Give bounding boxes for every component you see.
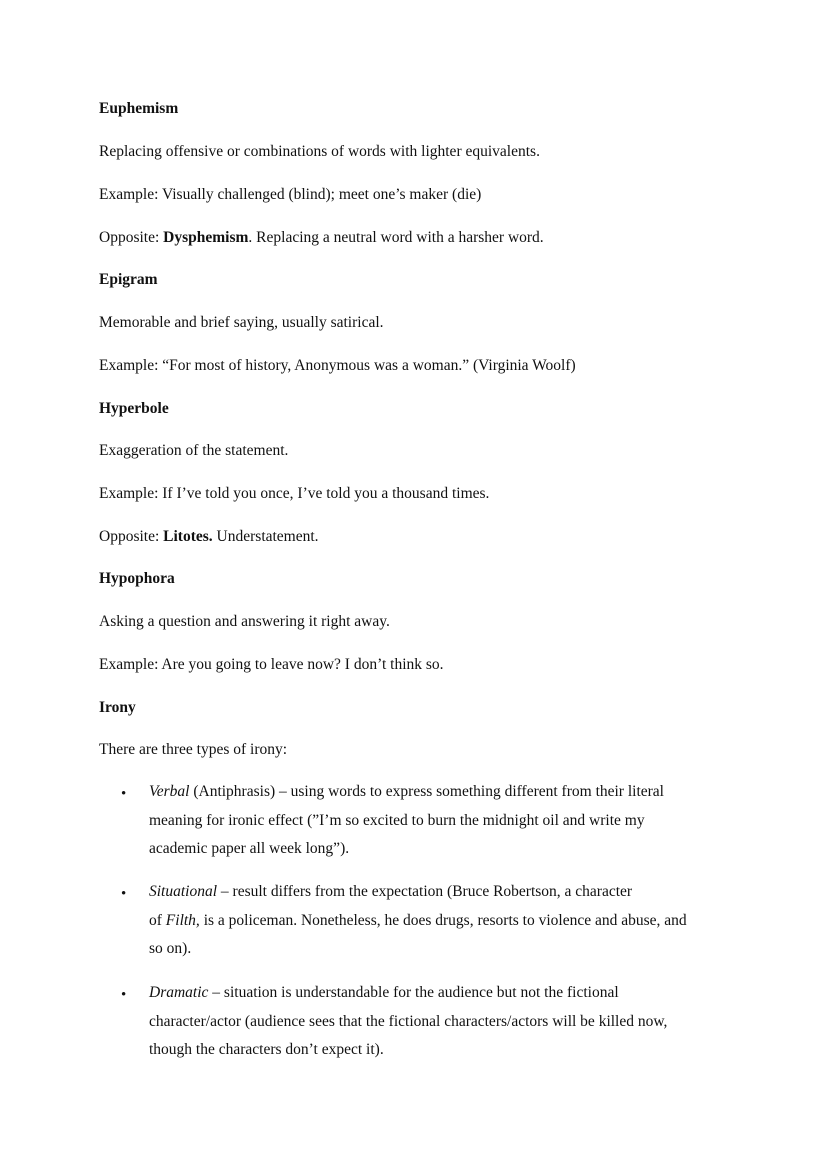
- heading-epigram: Epigram: [99, 271, 158, 288]
- opposite-term-dysphemism: Dysphemism: [163, 229, 249, 246]
- example-hypophora: Example: Are you going to leave now? I don’t think so.: [99, 656, 444, 673]
- heading-irony: Irony: [99, 699, 136, 716]
- opposite-term-litotes: Litotes.: [163, 528, 213, 545]
- list-item-text: – situation is understandable for the audience but not the fictional: [208, 984, 619, 1001]
- bullet-marker: •: [121, 786, 127, 802]
- list-item-line: academic paper all week long”).: [149, 840, 350, 857]
- definition-hyperbole: Exaggeration of the statement.: [99, 442, 289, 459]
- list-item-text: (Antiphrasis) – using words to express something different from their literal: [189, 783, 664, 800]
- list-item-line: [149, 907, 749, 936]
- heading-hypophora: Hypophora: [99, 570, 175, 587]
- list-item-situational: [149, 878, 749, 964]
- term-dramatic: Dramatic: [149, 984, 209, 1001]
- bullet-marker: •: [121, 987, 127, 1003]
- definition-euphemism: Replacing offensive or combinations of words with lighter equivalents.: [99, 143, 540, 160]
- opposite-rest: Understatement.: [212, 528, 319, 545]
- example-epigram: Example: “For most of history, Anonymous was a woman.” (Virginia Woolf): [99, 357, 576, 374]
- opposite-prefix: Opposite:: [99, 528, 164, 545]
- list-item-text: of: [149, 911, 166, 929]
- list-item-text: – result differs from the expectation (Bruce Robertson, a character: [217, 883, 633, 900]
- opposite-hyperbole: [99, 527, 319, 547]
- term-situational: Situational: [149, 883, 218, 900]
- list-item-line: [149, 778, 749, 807]
- bullet-marker: •: [121, 886, 127, 902]
- list-item-line: [149, 979, 749, 1008]
- example-euphemism: Example: Visually challenged (blind); meet one’s maker (die): [99, 186, 482, 203]
- list-item-line: so on).: [149, 940, 192, 957]
- list-item-verbal: [149, 778, 749, 864]
- term-verbal: Verbal: [149, 783, 190, 800]
- opposite-rest: . Replacing a neutral word with a harsher word.: [248, 229, 544, 246]
- term-filth: Filth,: [165, 911, 200, 929]
- definition-epigram: Memorable and brief saying, usually satirical.: [99, 314, 384, 331]
- list-item-line: though the characters don’t expect it).: [149, 1041, 384, 1058]
- list-item-line: character/actor (audience sees that the fictional characters/actors will be killed now,: [149, 1012, 668, 1030]
- opposite-prefix: Opposite:: [99, 229, 164, 246]
- list-item-line: meaning for ironic effect (”I’m so excited to burn the midnight oil and write my: [149, 811, 645, 829]
- opposite-euphemism: [99, 228, 544, 248]
- heading-euphemism: Euphemism: [99, 100, 179, 117]
- list-item-line: [149, 878, 749, 907]
- list-item-text: is a policeman. Nonetheless, he does drugs, resorts to violence and abuse, and: [199, 911, 687, 929]
- definition-hypophora: Asking a question and answering it right away.: [99, 613, 390, 630]
- heading-hyperbole: Hyperbole: [99, 400, 169, 417]
- definition-irony: There are three types of irony:: [99, 741, 288, 758]
- example-hyperbole: Example: If I’ve told you once, I’ve told you a thousand times.: [99, 485, 490, 502]
- list-item-dramatic: [149, 979, 749, 1065]
